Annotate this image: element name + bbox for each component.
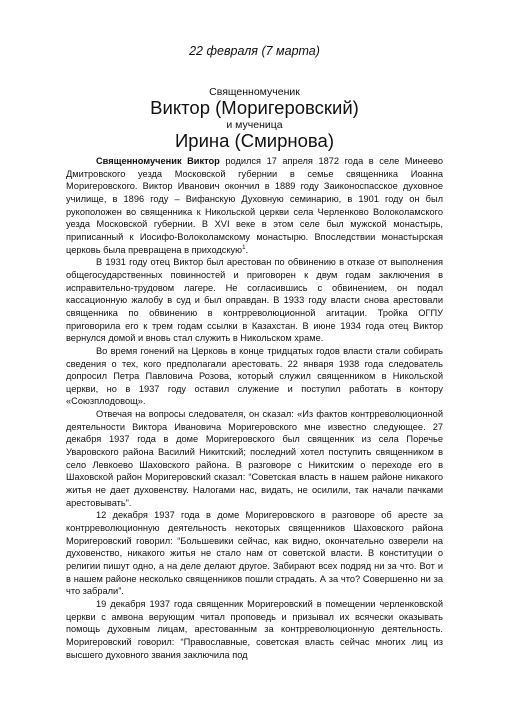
paragraph: 19 декабря 1937 года священник Моригеровский в помещении черленковской церкви с амвона верующим читал проповедь и призывал их всячески оказывать помощь духовным лицам, арестованным за контрреволюционную деятельность. Моригеровский говорил: “Православные, советская власть сейчас многих лиц из высшего духовного звания заключила под: [66, 598, 443, 660]
body-text: [66, 155, 443, 661]
saint1-title: Священномученик: [209, 86, 300, 98]
paragraph-lead: Священномученик Виктор: [96, 156, 220, 166]
paragraph: Во время гонений на Церковь в конце тридцатых годов власти стали собирать сведения о тех, кого предполагали арестовать. 22 января 1938 года следователь допросил Петра Павловича Розова, который служил священником в Никольской церкви, но в 1937 году оставил служение и поступил работать в контору «Союзплодовощ».: [66, 345, 443, 407]
paragraph-text: родился 17 апреля 1872 года в селе Минеево Дмитровского уезда Московской губернии в семье священника Иоанна Моригеровского. Виктор Иванович окончил в 1889 году Заиконоспасское духовное училище, в 1896 году – Вифанскую Духовную семинарию, в 1901 году он был рукоположен во священника к Никольской церкви села Черленково Волоколамского уезда Московской губернии. В XVI веке в этом селе был мужской монастырь, приписанный к Иосифо-Волоколамскому монастырю. Впоследствии монастырская церковь была превращена в приходскую: [66, 156, 443, 255]
conjunction: и мученица: [226, 119, 283, 131]
paragraph: 12 декабря 1937 года в доме Моригеровского в разговоре об аресте за контрреволюционную деятельность некоторых священников Шаховского района Моригеровский говорил: “Большевики сейчас, как видно, окончательно озверели на духовенство, никакого житья не стало нам от советской власти. В конституции о религии пишут одно, а на деле делают другое. Забирают всех подряд ни за что. Вот и в нашем районе несколько священников пошли страдать. А за что? Совершенно ни за что забрали”.: [66, 510, 443, 597]
date-heading: 22 февраля (7 марта): [189, 44, 320, 58]
saint2-name: Ирина (Смирнова): [174, 130, 334, 151]
paragraph-tail: .: [245, 244, 249, 255]
paragraph: Отвечая на вопросы следователя, он сказал: «Из фактов контрреволюционной деятельности Виктора Ивановича Моригеровского мне известно следующее. 27 декабря 1937 года в доме Моригеровского был священник из села Поречье Уваровского района Василий Никитский; последний хотел поступить священником в село Левкоево Шаховского района. В разговоре с Никитским о переходе его в Шаховской район Моригеровский сказал: “Советская власть в нашем районе никакого житья не дает духовенству. Налогами нас, видать, не осилили, так начали пачками арестовывать”.: [66, 409, 443, 508]
saint1-name: Виктор (Моригеровский): [150, 97, 359, 118]
paragraph: В 1931 году отец Виктор был арестован по обвинению в отказе от выполнения общегосударственных повинностей и приговорен к двум годам заключения в исправительно-трудовом лагере. Не согласившись с обвинением, он подал кассационную жалобу в суд и был оправдан. В 1933 году власти снова арестовали священника по обвинению в контрреволюционной агитации. Тройка ОГПУ приговорила его к трем годам ссылки в Казахстан. В июне 1934 года отец Виктор вернулся домой и вновь стал служить в Никольском храме.: [66, 257, 443, 344]
paragraph: [66, 155, 443, 256]
footnote-marker[interactable]: 1: [242, 244, 246, 251]
